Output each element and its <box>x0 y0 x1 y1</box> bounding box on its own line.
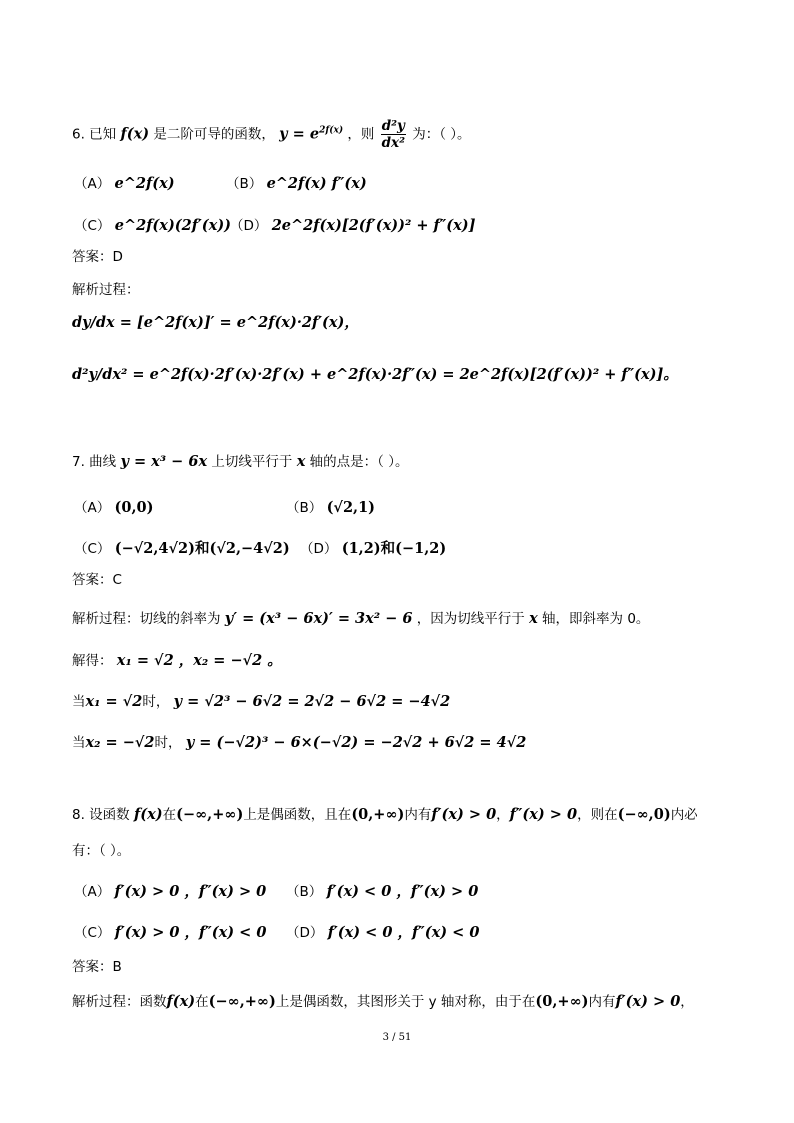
q7-number: 7. 曲线 <box>72 454 117 470</box>
analysis-text: 时， <box>142 694 170 710</box>
q6-option-c <box>74 214 231 234</box>
page-number: 3 / 51 <box>382 1032 412 1043</box>
q6-step-2 <box>72 368 678 383</box>
q6-stem-end: 为：（ ）。 <box>412 126 471 143</box>
q7-answer: 答案：C <box>72 572 122 588</box>
q7-analysis <box>72 612 649 627</box>
option-formula: (−√2,4√2)和(√2,−4√2) <box>114 540 290 557</box>
q6-stem <box>72 118 471 151</box>
q8-option-c <box>74 921 266 942</box>
formula: x₁ = √2 <box>85 693 143 710</box>
q6-option-a <box>74 172 175 192</box>
q7-stem-end: 轴的点是：（ ）。 <box>309 454 409 470</box>
q8-option-b <box>286 880 478 901</box>
option-label: （D） <box>286 925 324 941</box>
q6-y-equation: y = e <box>279 125 320 143</box>
analysis-text: 轴，即斜率为 0。 <box>542 611 650 627</box>
q8-option-d <box>286 921 479 942</box>
q7-curve: y = x³ − 6x <box>120 453 208 470</box>
stem-text: 内必 <box>670 807 698 823</box>
q6-step-1 <box>72 316 359 331</box>
q7-option-c <box>74 537 290 558</box>
q7-case-2 <box>72 736 526 751</box>
q8-stem <box>72 808 698 823</box>
option-label: （C） <box>74 218 111 234</box>
q7-option-b <box>286 496 375 516</box>
option-label: （A） <box>74 884 111 900</box>
option-label: （B） <box>286 500 323 516</box>
formula: x₂ = −√2 <box>85 734 155 751</box>
q6-number: 6. 已知 <box>72 126 117 143</box>
formula: (0,+∞) <box>535 993 589 1010</box>
stem-text: ， <box>496 807 510 823</box>
q8-stem-line-2: 有：（ ）。 <box>72 843 131 859</box>
q7-axis: x <box>296 453 306 470</box>
analysis-text: 在 <box>195 994 209 1010</box>
option-label: （D） <box>230 218 268 234</box>
option-formula: f′(x) > 0 ，f″(x) < 0 <box>114 924 267 941</box>
formula: (−∞,+∞) <box>176 806 244 823</box>
q6-option-b <box>226 172 367 192</box>
q7-stem-text: 上切线平行于 <box>211 454 293 470</box>
q8-number: 8. 设函数 <box>72 807 130 823</box>
analysis-text: ， <box>680 994 694 1010</box>
q6-fraction-denominator: dx² <box>381 135 405 151</box>
analysis-text: 当 <box>72 694 86 710</box>
option-label: （B） <box>286 884 323 900</box>
formula: d²y/dx² = e^2f(x)·2f′(x)·2f′(x) + e^2f(x)·2f″(x) = 2e^2f(x)[2(f′(x))² + f″(x)]。 <box>72 366 678 383</box>
formula: f(x) <box>166 993 196 1010</box>
analysis-text: 内有 <box>588 994 616 1010</box>
option-label: （B） <box>226 176 263 192</box>
formula: f(x) <box>133 806 163 823</box>
q8-answer: 答案：B <box>72 959 122 975</box>
formula: y′ = (x³ − 6x)′ = 3x² − 6 <box>224 610 413 627</box>
analysis-text: 上是偶函数，其图形关于 y 轴对称，由于在 <box>275 994 536 1010</box>
option-label: （C） <box>74 925 111 941</box>
q8-option-a <box>74 880 266 901</box>
q7-option-a <box>74 496 154 516</box>
analysis-text: 时， <box>154 735 182 751</box>
q7-solve <box>72 654 282 669</box>
option-label: （A） <box>74 176 111 192</box>
formula: y = √2³ − 6√2 = 2√2 − 6√2 = −4√2 <box>173 693 451 710</box>
formula: (0,+∞) <box>351 806 405 823</box>
q7-case-1 <box>72 695 450 710</box>
formula: f′(x) > 0 <box>615 993 681 1010</box>
q6-answer: 答案：D <box>72 249 123 265</box>
formula: x <box>529 610 538 627</box>
q6-fraction-numerator: d²y <box>381 118 405 134</box>
stem-text: 在 <box>162 807 177 823</box>
formula: (−∞,0) <box>617 806 671 823</box>
option-formula: 2e^2f(x)[2(f′(x))² + f″(x)] <box>271 217 476 234</box>
q7-stem <box>72 455 408 470</box>
q6-stem-text: 是二阶可导的函数， <box>153 126 275 143</box>
option-formula: f′(x) > 0 ，f″(x) > 0 <box>114 883 267 900</box>
option-label: （C） <box>74 541 111 557</box>
option-formula: e^2f(x) <box>114 175 175 192</box>
option-formula: (0,0) <box>114 499 154 516</box>
formula: f″(x) > 0 <box>509 806 578 823</box>
formula: x₁ = √2 ，x₂ = −√2 。 <box>116 652 282 669</box>
option-formula: f′(x) < 0 ，f″(x) < 0 <box>327 924 480 941</box>
stem-text: 内有 <box>404 807 432 823</box>
analysis-text: 解析过程：切线的斜率为 <box>72 611 221 627</box>
option-formula: e^2f(x)(2f′(x)) <box>114 217 232 234</box>
analysis-text: ，因为切线平行于 <box>416 611 525 627</box>
formula: f′(x) > 0 <box>431 806 497 823</box>
option-label: （A） <box>74 500 111 516</box>
analysis-text: 当 <box>72 735 86 751</box>
q6-y-exponent: 2f(x) <box>319 125 344 136</box>
analysis-text: 解得： <box>72 653 113 669</box>
analysis-text: 解析过程：函数 <box>72 994 167 1010</box>
q6-stem-text-2: ，则 <box>347 126 375 143</box>
option-formula: (1,2)和(−1,2) <box>341 540 447 557</box>
q6-derivative-fraction <box>381 118 406 151</box>
formula: y = (−√2)³ − 6×(−√2) = −2√2 + 6√2 = 4√2 <box>185 734 527 751</box>
q7-option-d <box>300 537 446 558</box>
q6-analysis-label: 解析过程： <box>72 282 140 298</box>
option-formula: e^2f(x) f″(x) <box>266 175 367 192</box>
q6-option-d <box>230 214 476 234</box>
stem-text: ，则在 <box>577 807 618 823</box>
option-label: （D） <box>300 541 338 557</box>
stem-text: 上是偶函数，且在 <box>243 807 352 823</box>
formula: (−∞,+∞) <box>208 993 276 1010</box>
option-formula: (√2,1) <box>326 499 376 516</box>
q6-function: f(x) <box>120 125 150 143</box>
formula: dy/dx = [e^2f(x)]′ = e^2f(x)·2f′(x)， <box>72 314 359 331</box>
q8-analysis <box>72 995 694 1010</box>
option-formula: f′(x) < 0 ，f″(x) > 0 <box>326 883 479 900</box>
